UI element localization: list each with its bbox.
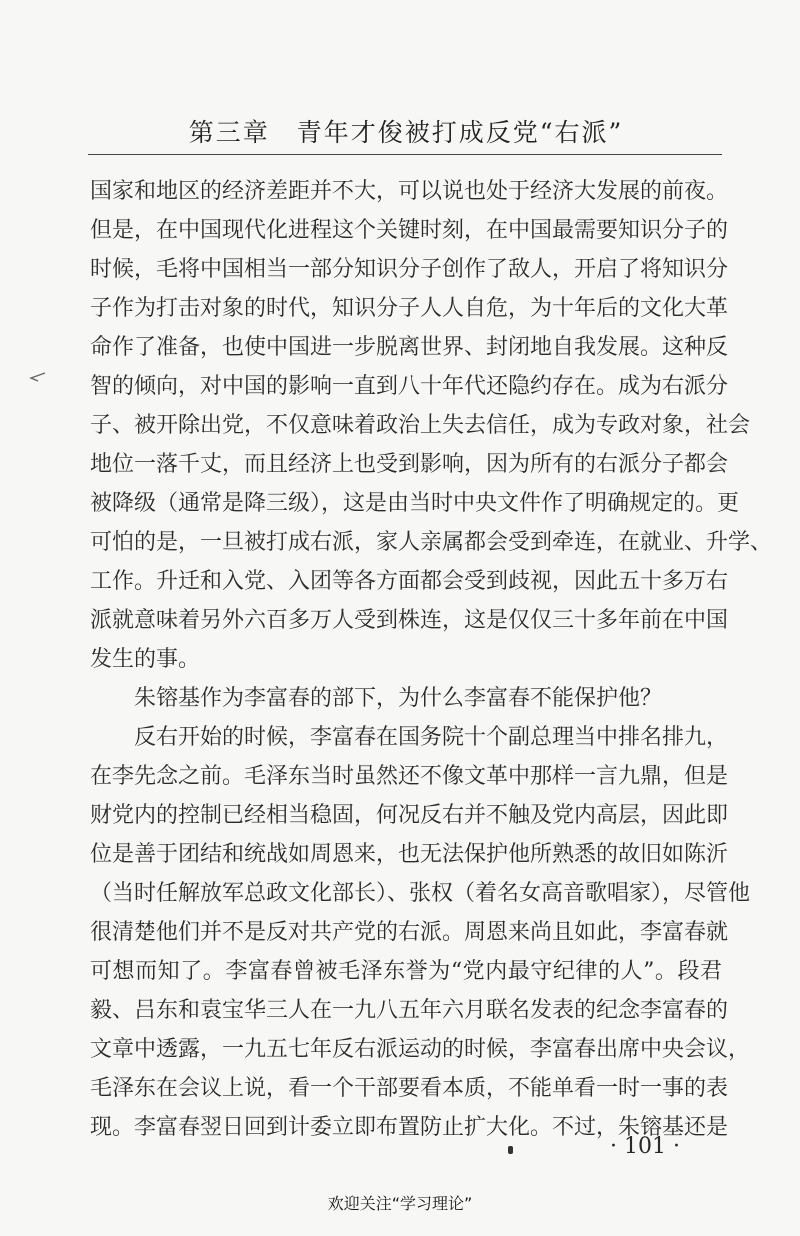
margin-pencil-mark: [28, 372, 46, 382]
text-line: 子、被开除出党，不仅意味着政治上失去信任，成为专政对象，社会: [90, 413, 751, 438]
text-line: 被降级（通常是降三级），这是由当时中央文件作了明确规定的。更: [90, 491, 740, 516]
text-line: 毛泽东在会议上说，看一个干部要看本质，不能单看一时一事的表: [90, 1076, 729, 1101]
text-line: 但是，在中国现代化进程这个关键时刻，在中国最需要知识分子的: [90, 218, 729, 243]
ink-speck: [508, 1146, 513, 1154]
text-line: 国家和地区的经济差距并不大，可以说也处于经济大发展的前夜。: [90, 179, 729, 204]
text-line: 命作了准备，也使中国进一步脱离世界、封闭地自我发展。这种反: [90, 335, 729, 360]
text-line: 派就意味着另外六百多万人受到株连，这是仅仅三十多年前在中国: [90, 608, 729, 633]
text-line: 文章中透露，一九五七年反右派运动的时候，李富春出席中央会议，: [90, 1037, 751, 1062]
text-line: （当时任解放军总政文化部长）、张权（着名女高音歌唱家），尽管他: [90, 881, 751, 906]
text-line: 子作为打击对象的时代，知识分子人人自危，为十年后的文化大革: [90, 296, 729, 321]
text-line: 财党内的控制已经相当稳固，何况反右并不触及党内高层，因此即: [90, 803, 729, 828]
text-line: 很清楚他们并不是反对共产党的右派。周恩来尚且如此，李富春就: [90, 920, 729, 945]
text-line: 在李先念之前。毛泽东当时虽然还不像文革中那样一言九鼎，但是: [90, 764, 729, 789]
text-line: 智的倾向，对中国的影响一直到八十年代还隐约存在。成为右派分: [90, 374, 729, 399]
header-rule: [88, 154, 722, 155]
text-line: 可怕的是，一旦被打成右派，家人亲属都会受到牵连，在就业、升学、: [90, 530, 773, 555]
text-line: 可想而知了。李富春曾被毛泽东誉为“党内最守纪律的人”。段君: [90, 959, 722, 984]
text-line: 毅、吕东和袁宝华三人在一九八五年六月联名发表的纪念李富春的: [90, 998, 729, 1023]
body-text: [90, 172, 773, 1147]
text-line: 地位一落千丈，而且经济上也受到影响，因为所有的右派分子都会: [90, 452, 729, 477]
text-line: 工作。升迁和入党、入团等各方面都会受到歧视，因此五十多万右: [90, 569, 729, 594]
text-line: 现。李富春翌日回到计委立即布置防止扩大化。不过，朱镕基还是: [90, 1115, 729, 1140]
text-line: 位是善于团结和统战如周恩来，也无法保护他所熟悉的故旧如陈沂: [90, 842, 729, 867]
running-head-title: 第三章 青年才俊被打成反党“右派”: [188, 118, 624, 147]
text-line-paragraph-end: 发生的事。: [90, 647, 201, 672]
text-line-paragraph-start: 反右开始的时候，李富春在国务院十个副总理当中排名排九，: [134, 725, 729, 750]
page-number: · 101 ·: [610, 1134, 680, 1159]
footer-note: 欢迎关注“学习理论”: [327, 1194, 473, 1213]
text-line-question: 朱镕基作为李富春的部下，为什么李富春不能保护他？: [134, 686, 663, 711]
text-line: 时候，毛将中国相当一部分知识分子创作了敌人，开启了将知识分: [90, 257, 729, 282]
